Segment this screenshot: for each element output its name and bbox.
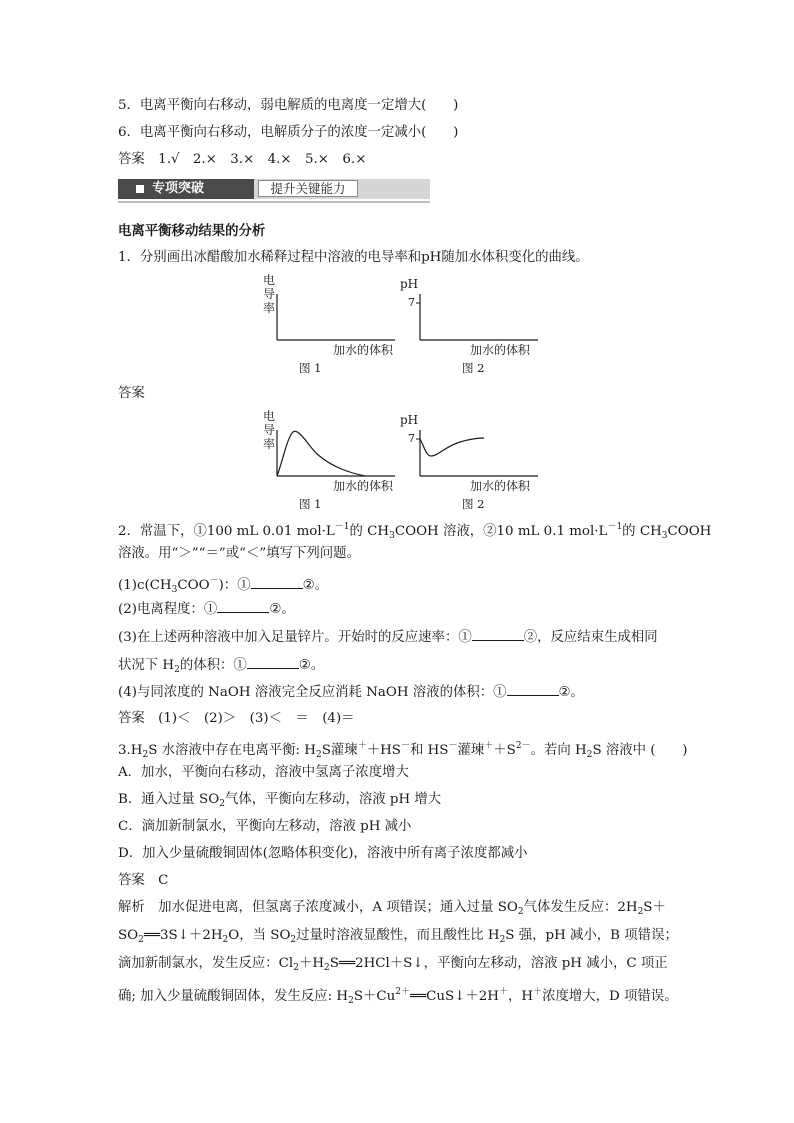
option-a: A．加水，平衡向右移动，溶液中氢离子浓度增大 <box>118 765 409 780</box>
section-title: 电离平衡移动结果的分析 <box>118 223 266 239</box>
q6-line: 6．电离平衡向右移动，电解质分子的浓度一定减小( ) <box>118 125 459 140</box>
blank-3[interactable] <box>472 628 524 641</box>
question-2-line-2: 溶液。用“＞”“＝”或“＜”填写下列问题。 <box>118 546 360 561</box>
answer-line-2: 答案 (1)＜ (2)＞ (3)＜ ＝ (4)＝ <box>118 711 355 726</box>
afig1-ylabel-2: 导 <box>263 423 276 437</box>
fig1-caption: 图 1 <box>299 361 322 375</box>
answer-line-1: 答案 1.√ 2.× 3.× 4.× 5.× 6.× <box>118 152 367 167</box>
explanation-line-4: 确; 加入少量硫酸铜固体，发生反应: $H_2S+Cu^{2+}══CuS↓+2H^+$，H＋浓度增大，D 项错误。 <box>118 987 678 1006</box>
afig2-xlabel: 加水的体积 <box>470 479 531 493</box>
fig2-ylabel: pH <box>400 277 419 291</box>
blank-5[interactable] <box>507 683 559 696</box>
fig2-xlabel: 加水的体积 <box>470 343 531 357</box>
answer-graph-fig1 <box>255 410 405 510</box>
q5-line: 5．电离平衡向右移动，弱电解质的电离度一定增大( ) <box>118 98 459 113</box>
q2-sub-1: $(1)c(CH_3COO^-)$：① ②。 <box>118 576 328 595</box>
q2-sub-3: (3)在上述两种溶液中加入足量锌片。开始时的反应速率：① ②，反应结束生成相同 <box>118 630 658 645</box>
answer-line-3: 答案 C <box>118 873 169 888</box>
question-1: 1．分别画出冰醋酸加水稀释过程中溶液的电导率和pH随加水体积变化的曲线。 <box>118 250 589 265</box>
answer-label-1: 答案 <box>118 386 145 401</box>
afig1-ylabel-3: 率 <box>263 437 276 451</box>
afig1-caption: 图 1 <box>299 497 322 511</box>
blank-graph-fig1 <box>255 274 405 374</box>
fig1-ylabel-2: 导 <box>263 287 276 301</box>
afig1-ylabel-1: 电 <box>263 409 276 423</box>
blank-1[interactable] <box>251 576 303 589</box>
fig1-ylabel-1: 电 <box>263 273 276 287</box>
answer-graph-fig2 <box>398 410 548 510</box>
q2-sub-3-cont: 状况下 $H_2$的体积：① ②。 <box>118 658 325 675</box>
banner-underline <box>118 201 430 203</box>
blank-2[interactable] <box>217 600 269 613</box>
question-3: $3.H_2S$ 水溶液中存在电离平衡: $H_2S$灌瑓＋＋HS－和 HS－灌瑓$^++S^{2-}$。若向 $H_2S$ 溶液中 ( ) <box>118 741 688 760</box>
fig1-xlabel: 加水的体积 <box>333 343 394 357</box>
option-d: D．加入少量硫酸铜固体(忽略体积变化)，溶液中所有离子浓度都减小 <box>118 846 528 861</box>
explanation-line-2: $SO_2══3S↓+2H_2O$，当 $SO_2$过量时溶液显酸性，而且酸性比 $H_2S$ 强，pH 减小，B 项错误； <box>118 928 678 945</box>
explanation-line-3: 滴加新制氯水，发生反应：$Cl_2+H_2S══2HCl+S↓$，平衡向左移动，溶液 pH 减小，C 项正 <box>118 956 668 973</box>
section-banner <box>118 179 430 203</box>
q2-sub-2: (2)电离程度：① ②。 <box>118 602 295 617</box>
afig1-xlabel: 加水的体积 <box>333 479 394 493</box>
fig1-ylabel-3: 率 <box>263 301 276 315</box>
afig2-tick-7: 7 <box>408 432 415 445</box>
conductivity-curve <box>277 431 365 476</box>
fig2-tick-7: 7 <box>408 296 415 309</box>
square-bullet-icon <box>136 185 144 193</box>
explanation-line-1: 解析 加水促进电离，但氢离子浓度减小，A 项错误；通入过量 $SO_2$气体发生反应：$2H_2S+$ <box>118 900 666 917</box>
option-b: B．通入过量 $SO_2$气体，平衡向左移动，溶液 pH 增大 <box>118 792 442 809</box>
option-c: C．滴加新制氯水，平衡向左移动，溶液 pH 减小 <box>118 819 412 834</box>
afig2-caption: 图 2 <box>462 497 485 511</box>
afig2-ylabel: pH <box>400 413 419 427</box>
blank-graph-fig2 <box>398 274 548 374</box>
blank-4[interactable] <box>247 656 299 669</box>
banner-sub-label: 提升关键能力 <box>258 180 358 197</box>
question-2-line-1: 2．常温下，①100 mL 0.01 $mol\cdot L^{-1}$的 $CH_3COOH$ 溶液，②10 mL 0.1 $mol\cdot L^{-1}$的 $CH_3COOH$ <box>118 522 712 541</box>
q2-sub-4: (4)与同浓度的 NaOH 溶液完全反应消耗 NaOH 溶液的体积：① ②。 <box>118 685 584 700</box>
banner-main-label: 专项突破 <box>152 181 205 196</box>
fig2-caption: 图 2 <box>462 361 485 375</box>
ph-curve <box>420 438 484 456</box>
banner-main <box>118 179 254 199</box>
